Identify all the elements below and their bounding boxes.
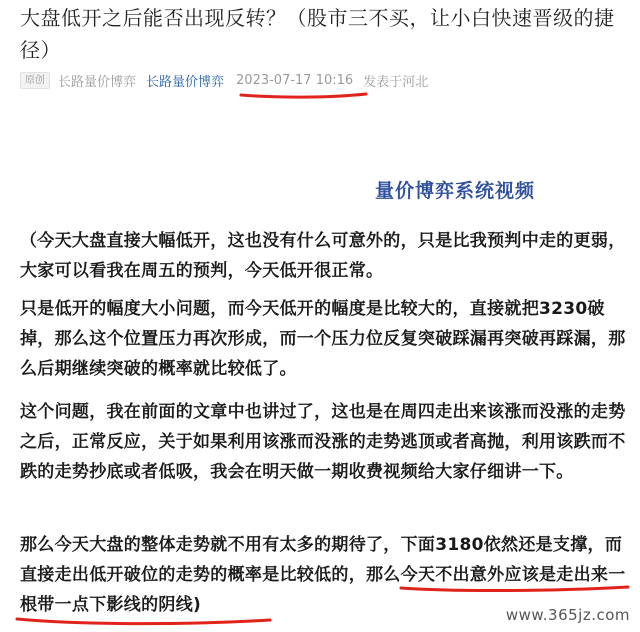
paragraph-2: 只是低开的幅度大小问题，而今天低开的幅度是比较大的，直接就把3230破掉，那么这个位置压力再次形成，而一个压力位反复突破踩漏再突破再踩漏，那么后期继续突破的概率就比较低了。: [20, 299, 626, 379]
paragraph-1: （今天大盘直接大幅低开，这也没有什么可意外的，只是比我预判中走的更弱，大家可以看我在周五的预判，今天低开很正常。: [20, 231, 626, 281]
highlight-underline-1: [398, 578, 633, 596]
paragraph-3: 这个问题，我在前面的文章中也讲过了，这也是在周四走出来该涨而没涨的走势之后，正常反应，关于如果利用该涨而没涨的走势逃顶或者高抛，利用该跌而不跌的走势抄底或者低吸，我会在明天做一期收费视频给大家仔细讲一下。: [20, 402, 626, 482]
original-badge: 原创: [20, 72, 50, 89]
article-title: 大盘低开之后能否出现反转？（股市三不买，让小白快速晋级的捷径）: [20, 6, 615, 62]
date-underline-mark: [238, 86, 370, 102]
video-section-title: 量价博弈系统视频: [375, 180, 536, 202]
site-watermark: www.365jz.com: [505, 606, 630, 624]
paragraph-4: 那么今天大盘的整体走势就不用有太多的期待了，下面3180依然还是支撑，而直接走出低开破位的走势的概率是比较低的，那么今天不出意外应该是走出来一根带一点下影线的阴线): [20, 535, 626, 615]
highlight-underline-2: [14, 610, 274, 630]
publish-location: 发表于河北: [363, 74, 429, 90]
author-name: 长路量价博弈: [58, 74, 137, 90]
publish-date: 2023-07-17 10:16: [236, 72, 354, 88]
account-link[interactable]: 长路量价博弈: [146, 74, 225, 90]
